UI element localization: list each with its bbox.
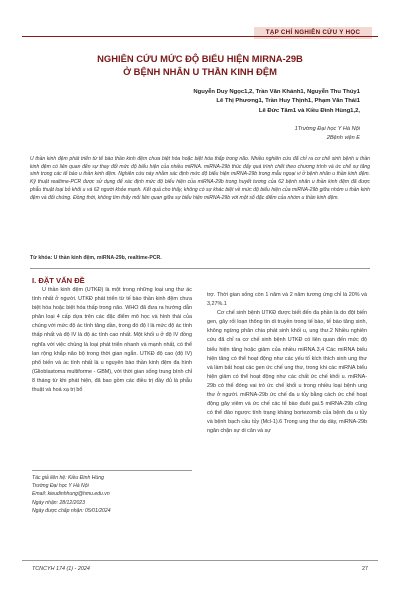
page-number: 27 <box>362 566 368 572</box>
authors-line-2: Lê Thị Phương1, Trần Huy Thịnh1, Phạm Văn Thái1 <box>216 98 360 105</box>
footer-journal-issue: TCNCYH 174 (1) - 2024 <box>32 566 90 572</box>
authors-line-3: Lê Đức Tâm1 và Kiều Đình Hùng1,2, <box>258 107 360 114</box>
footnote-institution: Trường Đại học Y Hà Nội <box>32 483 89 490</box>
article-title <box>30 53 370 78</box>
authors-line-1: Nguyễn Duy Ngọc1,2, Trần Văn Khánh1, Nguyễn Thu Thúy1 <box>193 89 360 95</box>
abstract-separator <box>30 268 370 269</box>
footnote-received-date: Ngày nhận: 28/12/2023 <box>32 499 85 506</box>
right-column <box>207 291 367 437</box>
affiliations <box>160 125 360 143</box>
affiliation-2: 2Bệnh viện E <box>326 135 360 141</box>
footnote-accepted-date: Ngày được chấp nhận: 05/01/2024 <box>32 507 111 514</box>
right-paragraph-1: trợ. Thời gian sống còn 1 năm và 2 năm tương ứng chỉ là 20% và 3,27%.1 <box>207 292 367 308</box>
journal-name-banner: TẠP CHÍ NGHIÊN CỨU Y HỌC <box>254 27 372 39</box>
left-paragraph-1: U thần kinh đệm (UTKĐ) là một trong những loại ung thư ác tính nhất ở người. UTKĐ phát triển từ tế bào thần kinh đệm chưa biệt hóa hoặc biệt hóa thấp trong não. WHO đã đưa ra hướng dẫn phân loại 4 cấp dựa trên các đặc điểm mô học và hình thái của chúng với mức độ ác tính tăng dần, trong đó độ I là mức độ ác tính thấp nhất và độ IV là độ ác tính cao nhất. Một khối u ở độ IV đồng nghĩa với việc chúng là loại phát triển nhanh và mạnh nhất, có thể lan rộng khắp não bộ trong thời gian ngắn. UTKĐ độ cao (độ IV) phổ biến và ác tính nhất là u nguyên bào thần kinh đệm đa hình (Glioblastoma multiforme - GBM), với thời gian sống trung bình chỉ 8 tháng từ khi phát hiện, đã bao gồm các điều trị đầy đủ là phẫu thuật và hoá xạ trị bổ <box>32 287 192 394</box>
abstract: U thần kinh đệm phát triển từ tế bào thần kinh đệm chưa biệt hóa hoặc biệt hóa thấp trong não. Nhiều nghiên cứu đã chỉ ra cơ chế sinh bệnh u thần kinh đệm có liên quan đến sự thay đổi mức độ biểu hiện của nhiều miRNA. miRNA-29b thúc đẩy quá trình chết theo chương trình và ức chế sự tăng sinh trong các tế bào u thần kinh đệm. Nghiên cứu này nhằm xác định mức độ biểu hiện miRNA-29b trong mẫu ngoại vi ở bệnh nhân u thần kinh đệm. Kỹ thuật realtime-PCR được sử dụng để xác định mức độ biểu hiện của miRNA-29b trong huyết tương của 62 bệnh nhân u thần kinh đệm đã được phẫu thuật loại bỏ khối u và 62 người khỏe mạnh. Kết quả cho thấy, không có sự khác biệt về mức độ biểu hiện của miRNA-29b giữa nhóm u thần kinh đệm và đối chứng. Đồng thời, không tìm thấy mối liên quan giữa sự biểu hiện miRNA-29b với một số đặc điểm của nhóm u thần kinh đệm. <box>30 156 370 201</box>
footnotes <box>32 474 192 515</box>
footer-rule <box>22 560 378 561</box>
title-line-2: Ở BỆNH NHÂN U THẦN KINH ĐỆM <box>123 65 277 77</box>
left-column <box>32 286 192 395</box>
author-list <box>110 88 360 116</box>
affiliation-1: 1Trường Đại học Y Hà Nội <box>294 126 360 132</box>
footnote-corresponding-author: Tác giả liên hệ: Kiều Đình Hùng <box>32 475 104 481</box>
footnote-email: Email: kieudinhhung@hmu.edu.vn <box>32 491 110 498</box>
header-rule <box>22 36 378 37</box>
section-heading: I. ĐẶT VẤN ĐỀ <box>32 276 85 285</box>
keywords: Từ khóa: U thần kinh đệm, miRNA-29b, realtime-PCR. <box>30 255 162 261</box>
footnote-rule <box>32 470 192 471</box>
title-line-1: NGHIÊN CỨU MỨC ĐỘ BIỂU HIỆN MIRNA-29B <box>97 53 303 64</box>
right-paragraph-2: Cơ chế sinh bệnh UTKĐ được biết đến đa phần là do đột biến gen, gây rối loạn thông tin di truyền trong tế bào, tế bào tăng sinh, không ngừng phân chia phát sinh khối u, ung thư.2 Nhiều nghiên cứu đã chỉ ra cơ chế sinh bệnh UTKĐ có liên quan đến mức độ biểu hiện tăng hoặc giảm của nhiều miRNA.3,4 Các miRNA biểu hiện tăng có thể hoạt động như các yếu tố kích thích sinh ung thư và làm bất hoạt các gen ức chế ung thư, trong khi các miRNA biểu hiện giảm có thể hoạt động như các chất ức chế khối u. miRNA-29b có thể đóng vai trò ức chế khối u trong nhiều loại bệnh ung thư ở người. miRNA-29b ức chế đa u tủy bằng cách ức chế hoạt động gây viêm và ức chế các tế bào đuôi gai.5 miRNA-29b cũng có thể đảo ngược tính trạng kháng bortezomib của bệnh đa u tủy và bệnh bạch cầu tủy (Mcl-1).6 Trong ung thư dạ dày, miRNA-29b ngăn chặn sự di căn và sự <box>207 310 367 435</box>
